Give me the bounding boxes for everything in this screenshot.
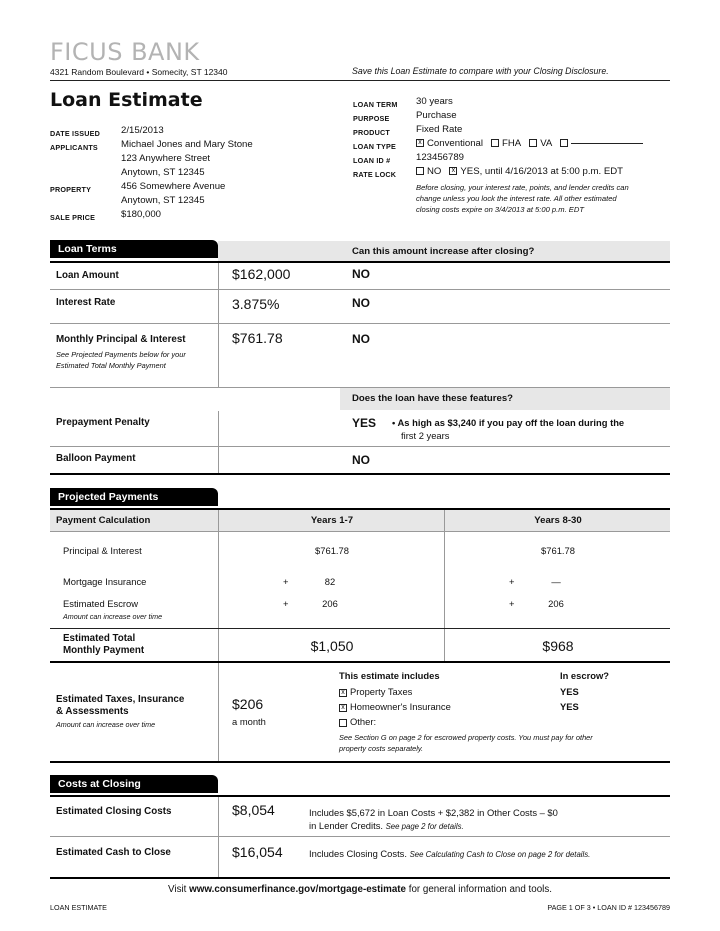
purpose: Purchase: [416, 110, 457, 121]
sale-price-label: SALE PRICE: [50, 213, 96, 222]
applicants-line-1: Michael Jones and Mary Stone: [121, 139, 253, 150]
closing-costs-label: Estimated Closing Costs: [56, 806, 172, 817]
closing-bottom-rule: [50, 877, 670, 879]
closing-costs-detail-note: See page 2 for details.: [385, 822, 464, 831]
other-item: [339, 716, 376, 727]
other-type-checkbox: [560, 139, 568, 147]
homeowners-insurance-label: Homeowner's Insurance: [350, 701, 451, 712]
projected-payments-header: Projected Payments: [50, 488, 218, 506]
loan-type-options: [416, 137, 643, 152]
mortgage-insurance-label: Mortgage Insurance: [63, 576, 147, 587]
monthly-pi-label: Monthly Principal & Interest: [56, 334, 186, 345]
interest-rate-label: Interest Rate: [56, 297, 116, 308]
loan-terms-top-rule: [50, 261, 670, 263]
payment-calculation-header: Payment Calculation: [56, 515, 151, 526]
in-escrow-header: In escrow?: [560, 670, 609, 681]
loan-amount-label: Loan Amount: [56, 270, 119, 281]
prepayment-penalty-label: Prepayment Penalty: [56, 417, 150, 428]
includes-note-line-1: See Section G on page 2 for escrowed property costs. You must pay for other: [339, 733, 593, 742]
property-taxes-label: Property Taxes: [350, 686, 413, 697]
footer-visit-suffix: for general information and tools.: [408, 884, 552, 895]
property-taxes-item: [339, 686, 412, 697]
row-divider: [50, 323, 670, 324]
principal-interest-label: Principal & Interest: [63, 545, 142, 556]
projected-divider-1: [218, 510, 219, 662]
balloon-payment-answer: NO: [352, 453, 370, 467]
closing-costs-value: $8,054: [232, 802, 275, 818]
loan-terms-divider-1: [218, 263, 219, 387]
plus-sign: +: [509, 598, 515, 609]
rate-lock-note: [416, 182, 678, 215]
estimated-total-years-8-30: $968: [542, 638, 574, 654]
homeowners-insurance-item: [339, 701, 451, 712]
estimated-total-label: [63, 633, 144, 657]
loan-terms-question: Can this amount increase after closing?: [352, 246, 535, 257]
product-label: PRODUCT: [353, 128, 390, 137]
conventional-checkbox-checked: x: [416, 139, 424, 147]
closing-costs-detail-line-1: Includes $5,672 in Loan Costs + $2,382 in Other Costs – $0: [309, 807, 558, 818]
loan-terms-header: Loan Terms: [50, 240, 218, 258]
purpose-label: PURPOSE: [353, 114, 390, 123]
sale-price: $180,000: [121, 209, 162, 220]
date-issued-label: DATE ISSUED: [50, 129, 100, 138]
save-note: Save this Loan Estimate to compare with your Closing Disclosure.: [352, 66, 609, 76]
rate-lock-yes-checkbox-checked: x: [449, 167, 457, 175]
rate-lock-yes: YES, until 4/16/2013 at 5:00 p.m. EDT: [460, 166, 624, 177]
estimated-escrow-years-1-7: 206: [322, 598, 338, 609]
rate-lock-note-line-2: change unless you lock the interest rate. All other estimated: [416, 194, 617, 203]
includes-header: This estimate includes: [339, 670, 440, 681]
closing-costs-detail-line-2: in Lender Credits.: [309, 820, 383, 831]
loan-id: 123456789: [416, 152, 465, 163]
monthly-pi-value: $761.78: [232, 330, 283, 346]
loan-id-label: LOAN ID #: [353, 156, 391, 165]
cash-to-close-value: $16,054: [232, 844, 283, 860]
rate-lock-no: NO: [427, 166, 442, 177]
other-type-line: [571, 143, 643, 144]
rate-lock-options: [416, 165, 623, 180]
property-taxes-escrow: YES: [560, 686, 579, 697]
footer-left: LOAN ESTIMATE: [50, 903, 107, 912]
fha-checkbox: [491, 139, 499, 147]
plus-sign: +: [509, 576, 515, 587]
loan-amount-answer: NO: [352, 267, 370, 281]
interest-rate-answer: NO: [352, 296, 370, 310]
estimated-escrow-years-8-30: 206: [548, 598, 564, 609]
prepayment-penalty-answer: YES: [352, 416, 377, 430]
taxes-divider: [218, 663, 219, 761]
costs-at-closing-header: Costs at Closing: [50, 775, 218, 793]
rate-lock-label: RATE LOCK: [353, 170, 397, 179]
applicants-line-2: 123 Anywhere Street: [121, 153, 211, 164]
loan-type-conventional: Conventional: [427, 138, 484, 149]
loan-type-fha: FHA: [502, 138, 522, 149]
cash-to-close-note: See Calculating Cash to Close on page 2 for details.: [409, 850, 591, 859]
closing-costs-detail: [309, 806, 669, 832]
loan-type-va: VA: [540, 138, 553, 149]
taxes-insurance-label-line-1: Estimated Taxes, Insurance: [56, 694, 185, 705]
plus-sign: +: [283, 598, 289, 609]
prepayment-penalty-detail-line-2: first 2 years: [401, 430, 450, 441]
property-taxes-checkbox-checked: x: [339, 689, 347, 697]
projected-divider-2: [444, 510, 445, 662]
homeowners-insurance-checkbox-checked: x: [339, 704, 347, 712]
years-8-30-header: Years 8-30: [534, 515, 582, 526]
footer-visit-prefix: Visit: [168, 884, 187, 895]
principal-interest-years-8-30: $761.78: [541, 545, 575, 556]
row-divider: [50, 289, 670, 290]
taxes-insurance-value: $206: [232, 696, 264, 712]
taxes-insurance-label: [56, 694, 184, 718]
loan-amount-value: $162,000: [232, 266, 291, 282]
monthly-pi-sublabel-line-1: See Projected Payments below for your: [56, 350, 186, 359]
interest-rate-value: 3.875%: [232, 296, 280, 312]
product: Fixed Rate: [416, 124, 463, 135]
balloon-payment-label: Balloon Payment: [56, 453, 136, 464]
closing-top-rule: [50, 795, 670, 797]
includes-note-line-2: property costs separately.: [339, 744, 424, 753]
years-1-7-header: Years 1-7: [310, 515, 354, 526]
va-checkbox: [529, 139, 537, 147]
applicants-line-3: Anytown, ST 12345: [121, 167, 205, 178]
property-label: PROPERTY: [50, 185, 92, 194]
rate-lock-note-line-3: closing costs expire on 3/4/2013 at 5:00 p.m. EDT: [416, 205, 584, 214]
property-line-1: 456 Somewhere Avenue: [121, 181, 226, 192]
projected-mid-rule: [50, 661, 670, 663]
mortgage-insurance-years-1-7: 82: [324, 576, 336, 587]
projected-bottom-rule: [50, 761, 670, 763]
footer-visit: [50, 884, 670, 895]
rate-lock-note-line-1: Before closing, your interest rate, points, and lender credits can: [416, 183, 629, 192]
footer-right: PAGE 1 OF 3 • LOAN ID # 123456789: [547, 903, 670, 912]
page-title: Loan Estimate: [50, 89, 203, 111]
estimated-escrow-label: Estimated Escrow: [63, 598, 139, 609]
footer-visit-link[interactable]: www.consumerfinance.gov/mortgage-estimate: [189, 884, 406, 895]
monthly-pi-sublabel-line-2: Estimated Total Monthly Payment: [56, 361, 166, 370]
includes-note: [339, 732, 669, 754]
header-rule: [50, 80, 670, 81]
row-divider: [50, 446, 670, 447]
cash-to-close-label: Estimated Cash to Close: [56, 847, 171, 858]
estimated-total-label-line-1: Estimated Total: [63, 633, 136, 644]
bank-name: FICUS BANK: [50, 38, 200, 66]
estimated-total-years-1-7: $1,050: [310, 638, 354, 654]
homeowners-insurance-escrow: YES: [560, 701, 579, 712]
loan-terms-divider-2: [218, 411, 219, 473]
closing-divider: [218, 797, 219, 877]
property-line-2: Anytown, ST 12345: [121, 195, 205, 206]
taxes-insurance-period: a month: [232, 716, 266, 727]
cash-to-close-detail: [309, 848, 590, 860]
loan-term-label: LOAN TERM: [353, 100, 398, 109]
date-issued: 2/15/2013: [121, 125, 164, 136]
mortgage-insurance-years-8-30: —: [551, 576, 561, 587]
estimated-escrow-sublabel: Amount can increase over time: [63, 612, 163, 621]
other-checkbox: [339, 719, 347, 727]
loan-type-label: LOAN TYPE: [353, 142, 396, 151]
other-label: Other:: [350, 716, 377, 727]
taxes-insurance-sublabel: Amount can increase over time: [56, 720, 156, 729]
loan-terms-bottom-rule: [50, 473, 670, 475]
taxes-insurance-label-line-2: & Assessments: [56, 706, 129, 717]
monthly-pi-answer: NO: [352, 332, 370, 346]
principal-interest-years-1-7: $761.78: [315, 545, 349, 556]
projected-total-rule: [50, 628, 670, 629]
prepayment-penalty-detail-line-1: • As high as $3,240 if you pay off the loan during the: [392, 417, 625, 428]
features-question: Does the loan have these features?: [352, 393, 514, 404]
row-divider: [50, 836, 670, 837]
plus-sign: +: [283, 576, 289, 587]
monthly-pi-sublabel: [56, 349, 186, 371]
cash-to-close-detail-text: Includes Closing Costs.: [309, 848, 407, 859]
rate-lock-no-checkbox: [416, 167, 424, 175]
loan-term: 30 years: [416, 96, 453, 107]
bank-address: 4321 Random Boulevard • Somecity, ST 12340: [50, 67, 228, 77]
prepayment-penalty-detail: [392, 416, 672, 442]
applicants-label: APPLICANTS: [50, 143, 98, 152]
estimated-total-label-line-2: Monthly Payment: [63, 645, 145, 656]
